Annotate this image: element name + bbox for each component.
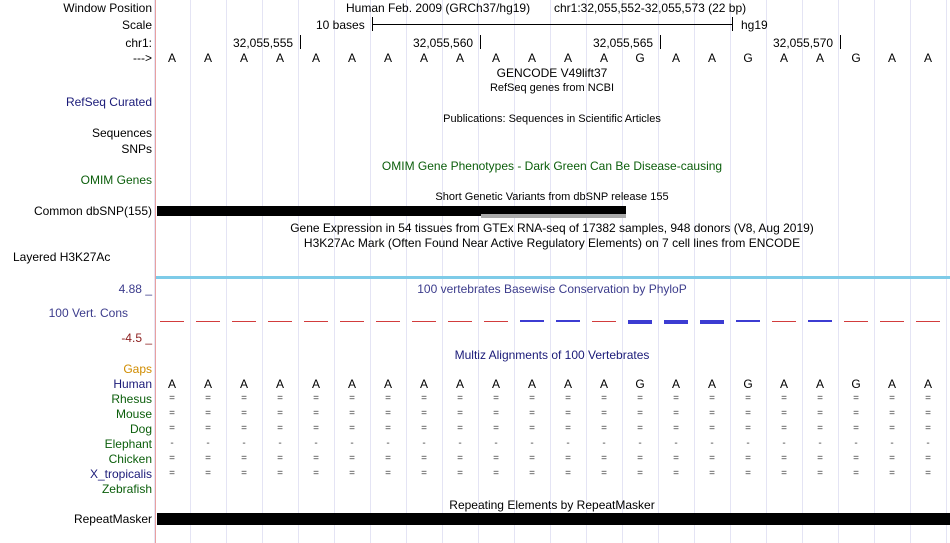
species-label[interactable]: X_tropicalis bbox=[89, 467, 152, 481]
conservation-mark bbox=[268, 321, 292, 322]
alignment-base: A bbox=[311, 377, 321, 391]
alignment-base: = bbox=[169, 408, 175, 419]
base: A bbox=[239, 51, 249, 65]
alignment-base: = bbox=[673, 468, 679, 479]
coord-label: 32,055,555 bbox=[233, 36, 294, 50]
cons-min-label: -4.5 _ bbox=[121, 331, 152, 345]
track-label-refseq[interactable]: RefSeq Curated bbox=[65, 95, 152, 109]
alignment-base: = bbox=[241, 408, 247, 419]
alignment-base: = bbox=[421, 468, 427, 479]
alignment-base: = bbox=[493, 408, 499, 419]
conservation-mark bbox=[340, 321, 364, 322]
base: A bbox=[527, 51, 537, 65]
alignment-base: = bbox=[205, 468, 211, 479]
coord-label: 32,055,565 bbox=[593, 36, 654, 50]
base: A bbox=[275, 51, 285, 65]
conservation-mark bbox=[628, 320, 652, 324]
dbsnp-description: Short Genetic Variants from dbSNP release 155 bbox=[435, 191, 669, 203]
alignment-base: A bbox=[923, 377, 933, 391]
alignment-base: = bbox=[709, 408, 715, 419]
alignment-base: = bbox=[781, 468, 787, 479]
assembly-title: Human Feb. 2009 (GRCh37/hg19) bbox=[346, 1, 531, 15]
base: G bbox=[743, 51, 753, 65]
alignment-base: = bbox=[457, 468, 463, 479]
alignment-base: = bbox=[601, 453, 607, 464]
alignment-base: = bbox=[709, 468, 715, 479]
alignment-base: = bbox=[205, 453, 211, 464]
dbsnp-feature-shade bbox=[481, 214, 626, 218]
grid-line bbox=[766, 0, 767, 543]
alignment-base: = bbox=[565, 423, 571, 434]
alignment-base: = bbox=[313, 393, 319, 404]
grid-line bbox=[838, 0, 839, 543]
alignment-base: = bbox=[673, 453, 679, 464]
alignment-base: = bbox=[889, 423, 895, 434]
alignment-base: - bbox=[530, 438, 534, 449]
alignment-base: = bbox=[313, 453, 319, 464]
alignment-base: = bbox=[493, 423, 499, 434]
alignment-base: - bbox=[566, 438, 570, 449]
track-label-h3k27ac[interactable]: Layered H3K27Ac bbox=[13, 250, 111, 264]
alignment-base: = bbox=[457, 393, 463, 404]
grid-line bbox=[406, 0, 407, 543]
alignment-base: = bbox=[925, 393, 931, 404]
scale-label: Scale bbox=[121, 18, 152, 32]
base: A bbox=[779, 51, 789, 65]
track-label-sequences[interactable]: Sequences bbox=[91, 126, 152, 140]
alignment-base: = bbox=[745, 453, 751, 464]
grid-line bbox=[334, 0, 335, 543]
alignment-base: = bbox=[421, 393, 427, 404]
alignment-base: = bbox=[673, 423, 679, 434]
base: A bbox=[167, 51, 177, 65]
alignment-base: = bbox=[637, 468, 643, 479]
alignment-base: A bbox=[275, 377, 285, 391]
repeatmasker-feature-bar[interactable] bbox=[157, 513, 950, 525]
base: A bbox=[923, 51, 933, 65]
alignment-base: = bbox=[241, 453, 247, 464]
alignment-base: = bbox=[745, 408, 751, 419]
chrom-label: chr1: bbox=[125, 36, 152, 50]
grid-line bbox=[946, 0, 947, 543]
alignment-base: = bbox=[817, 423, 823, 434]
alignment-base: = bbox=[421, 408, 427, 419]
alignment-base: = bbox=[313, 468, 319, 479]
alignment-base: = bbox=[817, 393, 823, 404]
alignment-base: A bbox=[239, 377, 249, 391]
grid-line bbox=[226, 0, 227, 543]
alignment-base: A bbox=[455, 377, 465, 391]
grid-line bbox=[658, 0, 659, 543]
conservation-mark bbox=[556, 320, 580, 322]
alignment-base: A bbox=[707, 377, 717, 391]
phylop-description: 100 vertebrates Basewise Conservation by PhyloP bbox=[417, 282, 687, 296]
coord-label: 32,055,570 bbox=[773, 36, 834, 50]
alignment-base: G bbox=[743, 377, 753, 391]
grid-line bbox=[874, 0, 875, 543]
alignment-base: = bbox=[745, 423, 751, 434]
alignment-base: = bbox=[529, 423, 535, 434]
alignment-base: = bbox=[205, 423, 211, 434]
alignment-base: = bbox=[313, 408, 319, 419]
alignment-base: = bbox=[853, 423, 859, 434]
alignment-base: = bbox=[925, 468, 931, 479]
alignment-base: = bbox=[493, 393, 499, 404]
position-readout: chr1:32,055,552-32,055,573 (22 bp) bbox=[554, 1, 747, 15]
coord-label: 32,055,560 bbox=[413, 36, 474, 50]
alignment-base: = bbox=[457, 423, 463, 434]
alignment-base: = bbox=[781, 453, 787, 464]
alignment-base: - bbox=[782, 438, 786, 449]
alignment-base: A bbox=[347, 377, 357, 391]
alignment-base: = bbox=[601, 423, 607, 434]
base: A bbox=[455, 51, 465, 65]
alignment-base: = bbox=[349, 453, 355, 464]
conservation-mark bbox=[916, 321, 940, 322]
base: A bbox=[671, 51, 681, 65]
alignment-base: = bbox=[385, 468, 391, 479]
grid-line bbox=[622, 0, 623, 543]
base: A bbox=[563, 51, 573, 65]
alignment-base: - bbox=[602, 438, 606, 449]
alignment-base: = bbox=[241, 423, 247, 434]
alignment-base: - bbox=[494, 438, 498, 449]
alignment-base: = bbox=[529, 408, 535, 419]
species-label[interactable]: Chicken bbox=[108, 452, 152, 466]
alignment-base: = bbox=[169, 453, 175, 464]
conservation-mark bbox=[808, 320, 832, 322]
alignment-base: = bbox=[421, 453, 427, 464]
alignment-base: A bbox=[779, 377, 789, 391]
conservation-mark bbox=[232, 321, 256, 322]
alignment-base: = bbox=[277, 408, 283, 419]
alignment-base: A bbox=[599, 377, 609, 391]
conservation-mark bbox=[412, 321, 436, 322]
conservation-mark bbox=[196, 321, 220, 322]
conservation-mark bbox=[304, 321, 328, 322]
track-label-cons[interactable]: 100 Vert. Cons bbox=[48, 306, 128, 320]
repeatmasker-description: Repeating Elements by RepeatMasker bbox=[449, 498, 655, 512]
h3k27ac-description: H3K27Ac Mark (Often Found Near Active Regulatory Elements) on 7 cell lines from ENCODE bbox=[303, 236, 801, 250]
alignment-base: = bbox=[637, 393, 643, 404]
track-label-omim[interactable]: OMIM Genes bbox=[80, 173, 152, 187]
alignment-base: = bbox=[925, 453, 931, 464]
coord-tick bbox=[840, 35, 841, 49]
alignment-base: = bbox=[637, 423, 643, 434]
grid-line bbox=[478, 0, 479, 543]
alignment-base: = bbox=[169, 468, 175, 479]
base: G bbox=[635, 51, 645, 65]
multiz-description: Multiz Alignments of 100 Vertebrates bbox=[454, 348, 650, 362]
track-separator bbox=[156, 276, 950, 279]
base: A bbox=[491, 51, 501, 65]
conservation-mark bbox=[592, 321, 616, 322]
grid-line bbox=[694, 0, 695, 543]
alignment-base: = bbox=[601, 468, 607, 479]
alignment-base: A bbox=[167, 377, 177, 391]
conservation-mark bbox=[736, 320, 760, 322]
alignment-base: A bbox=[203, 377, 213, 391]
alignment-base: = bbox=[853, 393, 859, 404]
base: A bbox=[419, 51, 429, 65]
omim-description: OMIM Gene Phenotypes - Dark Green Can Be Disease-causing bbox=[381, 159, 723, 173]
grid-line bbox=[442, 0, 443, 543]
base: A bbox=[383, 51, 393, 65]
alignment-base: = bbox=[925, 408, 931, 419]
grid-line bbox=[802, 0, 803, 543]
scale-text: 10 bases bbox=[316, 18, 365, 32]
alignment-base: = bbox=[925, 423, 931, 434]
conservation-mark bbox=[160, 321, 184, 322]
species-label[interactable]: Human bbox=[113, 377, 152, 391]
alignment-base: = bbox=[781, 393, 787, 404]
conservation-mark bbox=[664, 320, 688, 324]
track-label-gaps[interactable]: Gaps bbox=[123, 362, 152, 376]
alignment-base: = bbox=[493, 453, 499, 464]
base: A bbox=[887, 51, 897, 65]
conservation-mark bbox=[484, 321, 508, 322]
grid-line bbox=[190, 0, 191, 543]
cons-max-label: 4.88 _ bbox=[118, 282, 152, 296]
alignment-base: = bbox=[349, 423, 355, 434]
alignment-base: = bbox=[709, 453, 715, 464]
alignment-base: A bbox=[815, 377, 825, 391]
alignment-base: - bbox=[710, 438, 714, 449]
alignment-base: = bbox=[637, 408, 643, 419]
alignment-base: - bbox=[170, 438, 174, 449]
conservation-mark bbox=[448, 321, 472, 322]
alignment-base: A bbox=[671, 377, 681, 391]
alignment-base: = bbox=[817, 453, 823, 464]
alignment-base: = bbox=[529, 393, 535, 404]
gencode-title[interactable]: GENCODE V49lift37 bbox=[496, 66, 608, 80]
alignment-base: = bbox=[853, 453, 859, 464]
alignment-base: = bbox=[385, 393, 391, 404]
track-label-dbsnp[interactable]: Common dbSNP(155) bbox=[33, 204, 152, 218]
alignment-base: = bbox=[169, 393, 175, 404]
alignment-base: = bbox=[817, 468, 823, 479]
coord-tick bbox=[300, 35, 301, 49]
alignment-base: = bbox=[493, 468, 499, 479]
alignment-base: = bbox=[349, 393, 355, 404]
alignment-base: = bbox=[169, 423, 175, 434]
base: A bbox=[203, 51, 213, 65]
scale-bar-right-tick bbox=[732, 17, 733, 31]
alignment-base: = bbox=[565, 468, 571, 479]
alignment-base: = bbox=[277, 423, 283, 434]
alignment-base: = bbox=[277, 453, 283, 464]
alignment-base: - bbox=[746, 438, 750, 449]
grid-line bbox=[262, 0, 263, 543]
alignment-base: = bbox=[385, 408, 391, 419]
species-label[interactable]: Elephant bbox=[104, 437, 152, 451]
alignment-base: - bbox=[854, 438, 858, 449]
refseq-description: RefSeq genes from NCBI bbox=[489, 82, 615, 94]
species-label[interactable]: Dog bbox=[129, 422, 152, 436]
grid-line bbox=[910, 0, 911, 543]
alignment-base: = bbox=[277, 393, 283, 404]
alignment-base: - bbox=[314, 438, 318, 449]
alignment-base: G bbox=[851, 377, 861, 391]
base: A bbox=[599, 51, 609, 65]
grid-line bbox=[730, 0, 731, 543]
alignment-base: = bbox=[709, 423, 715, 434]
alignment-base: = bbox=[745, 468, 751, 479]
alignment-base: = bbox=[853, 408, 859, 419]
scale-db: hg19 bbox=[741, 18, 768, 32]
alignment-base: - bbox=[242, 438, 246, 449]
alignment-base: - bbox=[818, 438, 822, 449]
conservation-mark bbox=[880, 321, 904, 322]
alignment-base: - bbox=[890, 438, 894, 449]
species-label[interactable]: Rhesus bbox=[111, 392, 152, 406]
conservation-mark bbox=[772, 321, 796, 322]
alignment-base: = bbox=[241, 468, 247, 479]
alignment-base: A bbox=[419, 377, 429, 391]
alignment-base: A bbox=[563, 377, 573, 391]
track-label-snps[interactable]: SNPs bbox=[121, 142, 152, 156]
conservation-mark bbox=[520, 320, 544, 322]
alignment-base: = bbox=[745, 393, 751, 404]
base: A bbox=[815, 51, 825, 65]
scale-bar bbox=[372, 24, 733, 25]
alignment-base: = bbox=[889, 393, 895, 404]
grid-line bbox=[298, 0, 299, 543]
track-label-repeatmasker[interactable]: RepeatMasker bbox=[73, 512, 152, 526]
alignment-base: = bbox=[385, 453, 391, 464]
alignment-base: = bbox=[781, 408, 787, 419]
conservation-mark bbox=[844, 321, 868, 322]
alignment-base: = bbox=[637, 453, 643, 464]
alignment-base: = bbox=[889, 468, 895, 479]
alignment-base: = bbox=[781, 423, 787, 434]
alignment-base: = bbox=[385, 423, 391, 434]
image-left-border bbox=[155, 0, 156, 543]
alignment-base: = bbox=[673, 393, 679, 404]
alignment-base: = bbox=[565, 453, 571, 464]
alignment-base: = bbox=[241, 393, 247, 404]
alignment-base: = bbox=[529, 468, 535, 479]
alignment-base: = bbox=[601, 393, 607, 404]
alignment-base: = bbox=[853, 468, 859, 479]
alignment-base: = bbox=[601, 408, 607, 419]
alignment-base: = bbox=[349, 408, 355, 419]
alignment-base: - bbox=[386, 438, 390, 449]
species-label[interactable]: Zebrafish bbox=[101, 482, 152, 496]
base: A bbox=[347, 51, 357, 65]
alignment-base: = bbox=[457, 408, 463, 419]
base: A bbox=[311, 51, 321, 65]
base: G bbox=[851, 51, 861, 65]
window-position-label: Window Position bbox=[63, 1, 152, 15]
coord-tick bbox=[660, 35, 661, 49]
alignment-base: = bbox=[349, 468, 355, 479]
alignment-base: = bbox=[709, 393, 715, 404]
alignment-base: = bbox=[817, 408, 823, 419]
alignment-base: A bbox=[527, 377, 537, 391]
conservation-mark bbox=[376, 321, 400, 322]
alignment-base: = bbox=[277, 468, 283, 479]
alignment-base: A bbox=[491, 377, 501, 391]
alignment-base: = bbox=[565, 393, 571, 404]
alignment-base: = bbox=[889, 453, 895, 464]
alignment-base: = bbox=[313, 423, 319, 434]
coord-tick bbox=[480, 35, 481, 49]
alignment-base: = bbox=[205, 393, 211, 404]
alignment-base: = bbox=[673, 408, 679, 419]
alignment-base: = bbox=[205, 408, 211, 419]
grid-line bbox=[370, 0, 371, 543]
alignment-base: = bbox=[457, 453, 463, 464]
species-label[interactable]: Mouse bbox=[115, 407, 152, 421]
alignment-base: - bbox=[674, 438, 678, 449]
alignment-base: - bbox=[458, 438, 462, 449]
alignment-base: A bbox=[887, 377, 897, 391]
alignment-base: = bbox=[565, 408, 571, 419]
strand-arrow[interactable]: ---> bbox=[133, 51, 152, 65]
alignment-base: = bbox=[529, 453, 535, 464]
gtex-description: Gene Expression in 54 tissues from GTEx RNA-seq of 17382 samples, 948 donors (V8, Aug 2019) bbox=[290, 221, 814, 235]
alignment-base: = bbox=[421, 423, 427, 434]
publications-description: Publications: Sequences in Scientific Articles bbox=[443, 113, 661, 125]
alignment-base: = bbox=[889, 408, 895, 419]
conservation-mark bbox=[700, 320, 724, 324]
alignment-base: - bbox=[422, 438, 426, 449]
alignment-base: - bbox=[638, 438, 642, 449]
alignment-base: A bbox=[383, 377, 393, 391]
alignment-base: - bbox=[350, 438, 354, 449]
alignment-base: G bbox=[635, 377, 645, 391]
alignment-base: - bbox=[206, 438, 210, 449]
alignment-base: - bbox=[278, 438, 282, 449]
alignment-base: - bbox=[926, 438, 930, 449]
base: A bbox=[707, 51, 717, 65]
